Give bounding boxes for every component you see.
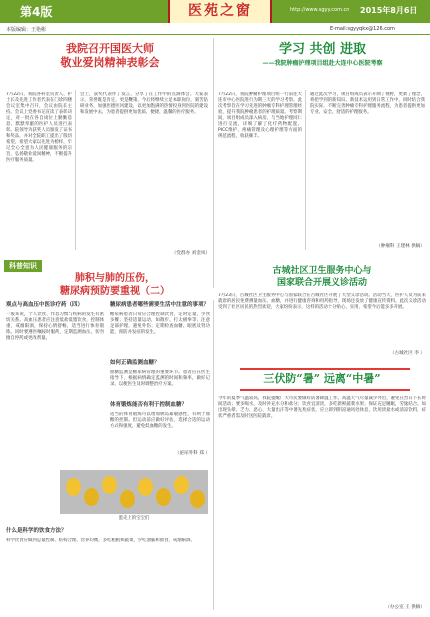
story1-col2: 会上，获奖代表作了发言，分享了在工作中的点滴体会。大家表示，荣誉既是肯定，更是鞭策，今后将继续立足本职岗位，刻苦钻研业务，加强医德医风建设，以更加饱满的热情投身到医院的建设和发展中去，为患者提供更加优质、便捷、温馨的医疗服务。 bbox=[80, 92, 208, 115]
egg-icon bbox=[156, 488, 171, 506]
divider bbox=[213, 300, 214, 610]
story2-subtitle: ——我院肿瘤护理项目组赴大连中心医院考察 bbox=[262, 60, 383, 67]
divider bbox=[75, 90, 76, 250]
egg-icon bbox=[66, 478, 81, 496]
story4-rule bbox=[240, 368, 410, 370]
egg-icon bbox=[102, 476, 117, 494]
divider bbox=[305, 90, 306, 250]
masthead-title: 医苑之窗 bbox=[188, 3, 252, 19]
story1-headline bbox=[10, 42, 210, 70]
lecture-subhead: 什么是科学的饮食方法？ bbox=[6, 528, 67, 534]
eggs-photo bbox=[60, 470, 208, 514]
lecture-text: 一般来说，个人饮食、作息习惯与疾病的发生有密切关系。高血压患者应注意低盐低脂饮食，控制体重，戒烟限酒，保持心情舒畅，适当进行体育锻炼。同时要遵医嘱按时服药，定期监测血压，切勿擅自停药或更改剂量。 bbox=[6, 312, 104, 341]
lecture-headline-line1: 肺积与肺的压伤， bbox=[75, 273, 155, 284]
egg-icon bbox=[84, 488, 99, 506]
lecture-text: 科学饮食应做到总量控制、结构合理、营养均衡，多吃粗粮和蔬菜，少吃油腻和甜食，戒烟限酒。 bbox=[6, 538, 195, 543]
egg-icon bbox=[120, 490, 135, 508]
lecture-subhead: 糖尿病患者哪些需要生活中注意的事项？ bbox=[110, 302, 210, 308]
section-tag: 科普知识 bbox=[4, 260, 42, 272]
story1-byline: （党群办 刘金凤） bbox=[171, 251, 210, 256]
email-line[interactable]: E-mail:sgyyqkx@126.com bbox=[330, 26, 395, 32]
story4-rule bbox=[240, 389, 410, 391]
lecture-subhead: 观点与高血压中医诊疗药（四） bbox=[6, 302, 84, 308]
masthead bbox=[168, 0, 272, 23]
story2-col2: 通过此次学习，项目组成员表示开阔了视野，更新了理念，将把学到的新知识、新技术运用到日常工作中，同时结合我院实际，不断完善肿瘤专科护理服务流程，为患者提供更加专业、安全、舒适的护理服务。 bbox=[310, 92, 425, 115]
lecture-headline-line2: 糖尿病预防要重视（二） bbox=[60, 286, 170, 297]
lecture-byline: （泌尿外科 郑 ） bbox=[174, 451, 210, 456]
story4-headline: 三伏防“暑” 远离“中暑” bbox=[263, 372, 381, 385]
story4-byline: （办公室 王 供稿） bbox=[385, 605, 425, 610]
photo-caption: 蛋壳上的宝宝们 bbox=[118, 516, 150, 521]
story1-headline-line1: 我院召开国医大师 bbox=[66, 42, 154, 55]
site-url[interactable]: http://www.sgyy.com.cn bbox=[290, 7, 350, 13]
story2-headline: 学习 共创 进取 bbox=[278, 42, 367, 57]
lecture-subhead: 如何正确监测血糖？ bbox=[110, 360, 160, 366]
story3-byline: （古城社区 李 ） bbox=[389, 351, 425, 356]
egg-icon bbox=[138, 478, 153, 496]
story1-col1: 7月22日，我院各科室负责人、护士长及先进工作者代表在门诊四楼会议室集中召开，会议由院长主持。会议上党委书记宣读了表彰决定，对一批在各自岗位上勤勤恳恳、默默奉献的医护人员进行表彰。院领导为获奖人员颁发了证书和奖品，并对全院职工提出了殷切希望，希望大家以先进为榜样，牢记全心全意为人民健康服务的宗旨，弘扬敬业爱岗精神，不断提升医疗服务质量。 bbox=[6, 92, 72, 163]
story3-headline-line2: 国家联合开展义诊活动 bbox=[276, 278, 367, 288]
page-number: 第4版 bbox=[20, 5, 53, 19]
lecture-text: 适当的体育锻炼可以增加胰岛素敏感性，有利于血糖的控制。但运动前应做好评估，选择合适的运动方式和强度，避免低血糖的发生。 bbox=[110, 412, 210, 429]
editor-line: 本版编辑：王艳彬 bbox=[6, 27, 47, 33]
story2-col1: 7月22日，我院肿瘤护理项目组一行前往大连市中心医院进行为期三天的学习考察。此次考察旨在学习先进的肿瘤专科护理管理经验，提升我院肿瘤患者的护理质量。考察期间，项目组成员深入病房，与当地护理同仁进行交流，详细了解了化疗药物配置、PICC维护、疼痛管理及心理护理等方面的规范流程，收获颇丰。 bbox=[218, 92, 302, 139]
issue-date: 2015年8月6日 bbox=[360, 6, 418, 15]
egg-icon bbox=[190, 490, 205, 508]
story3-headline-line1: 古城社区卫生服务中心与 bbox=[272, 266, 372, 276]
story2-byline: （肿瘤科 王建林 供稿） bbox=[376, 244, 425, 249]
lecture-headline bbox=[20, 272, 210, 298]
story3-headline bbox=[218, 265, 426, 289]
lecture-text: 血糖监测是糖尿病管理的重要环节。患者应在医生指导下，根据病情确定监测的时间和频率，做好记录，以便医生及时调整治疗方案。 bbox=[110, 370, 210, 387]
story3-text: 7月23日，古城社区卫生服务中心与国家联合在古城社区开展了大型义诊活动。活动当天，医护人员为前来就诊的居民免费测量血压、血糖，并进行健康咨询和用药指导，现场还发放了健康宣传资料。此次义诊活动受到了社区居民的热烈欢迎，大家纷纷表示，这样的活动十分贴心、实用，希望今后能多多开展。 bbox=[218, 293, 426, 310]
divider bbox=[213, 38, 214, 288]
story1-headline-line2: 敬业爱岗精神表彰会 bbox=[60, 56, 160, 69]
lecture-subhead: 体育锻炼能否有利于控制血糖？ bbox=[110, 402, 188, 408]
egg-icon bbox=[174, 476, 189, 494]
lecture-text: 糖尿病患者日常应合理控制饮食，定时定量，少食多餐；坚持适量运动，如散步、打太极拳等；注意足部护理，避免外伤；定期检查血糖、眼底及肾功能，预防并发症的发生。 bbox=[110, 312, 210, 335]
story4-text: 今年的夏季气温较高，我院提醒广大市民要做好防暑降温工作。高温天气尽量减少外出，避免在烈日下长时间活动；要多喝水，及时补充水分和盐分；饮食宜清淡，多吃新鲜蔬菜水果；保证充足睡眠，劳逸结合。如出现头晕、乏力、恶心、大量出汗等中暑先兆症状，应立即到阴凉通风处休息，饮用淡盐水或清凉饮料，症状严重者需及时送医院就诊。 bbox=[218, 396, 426, 419]
